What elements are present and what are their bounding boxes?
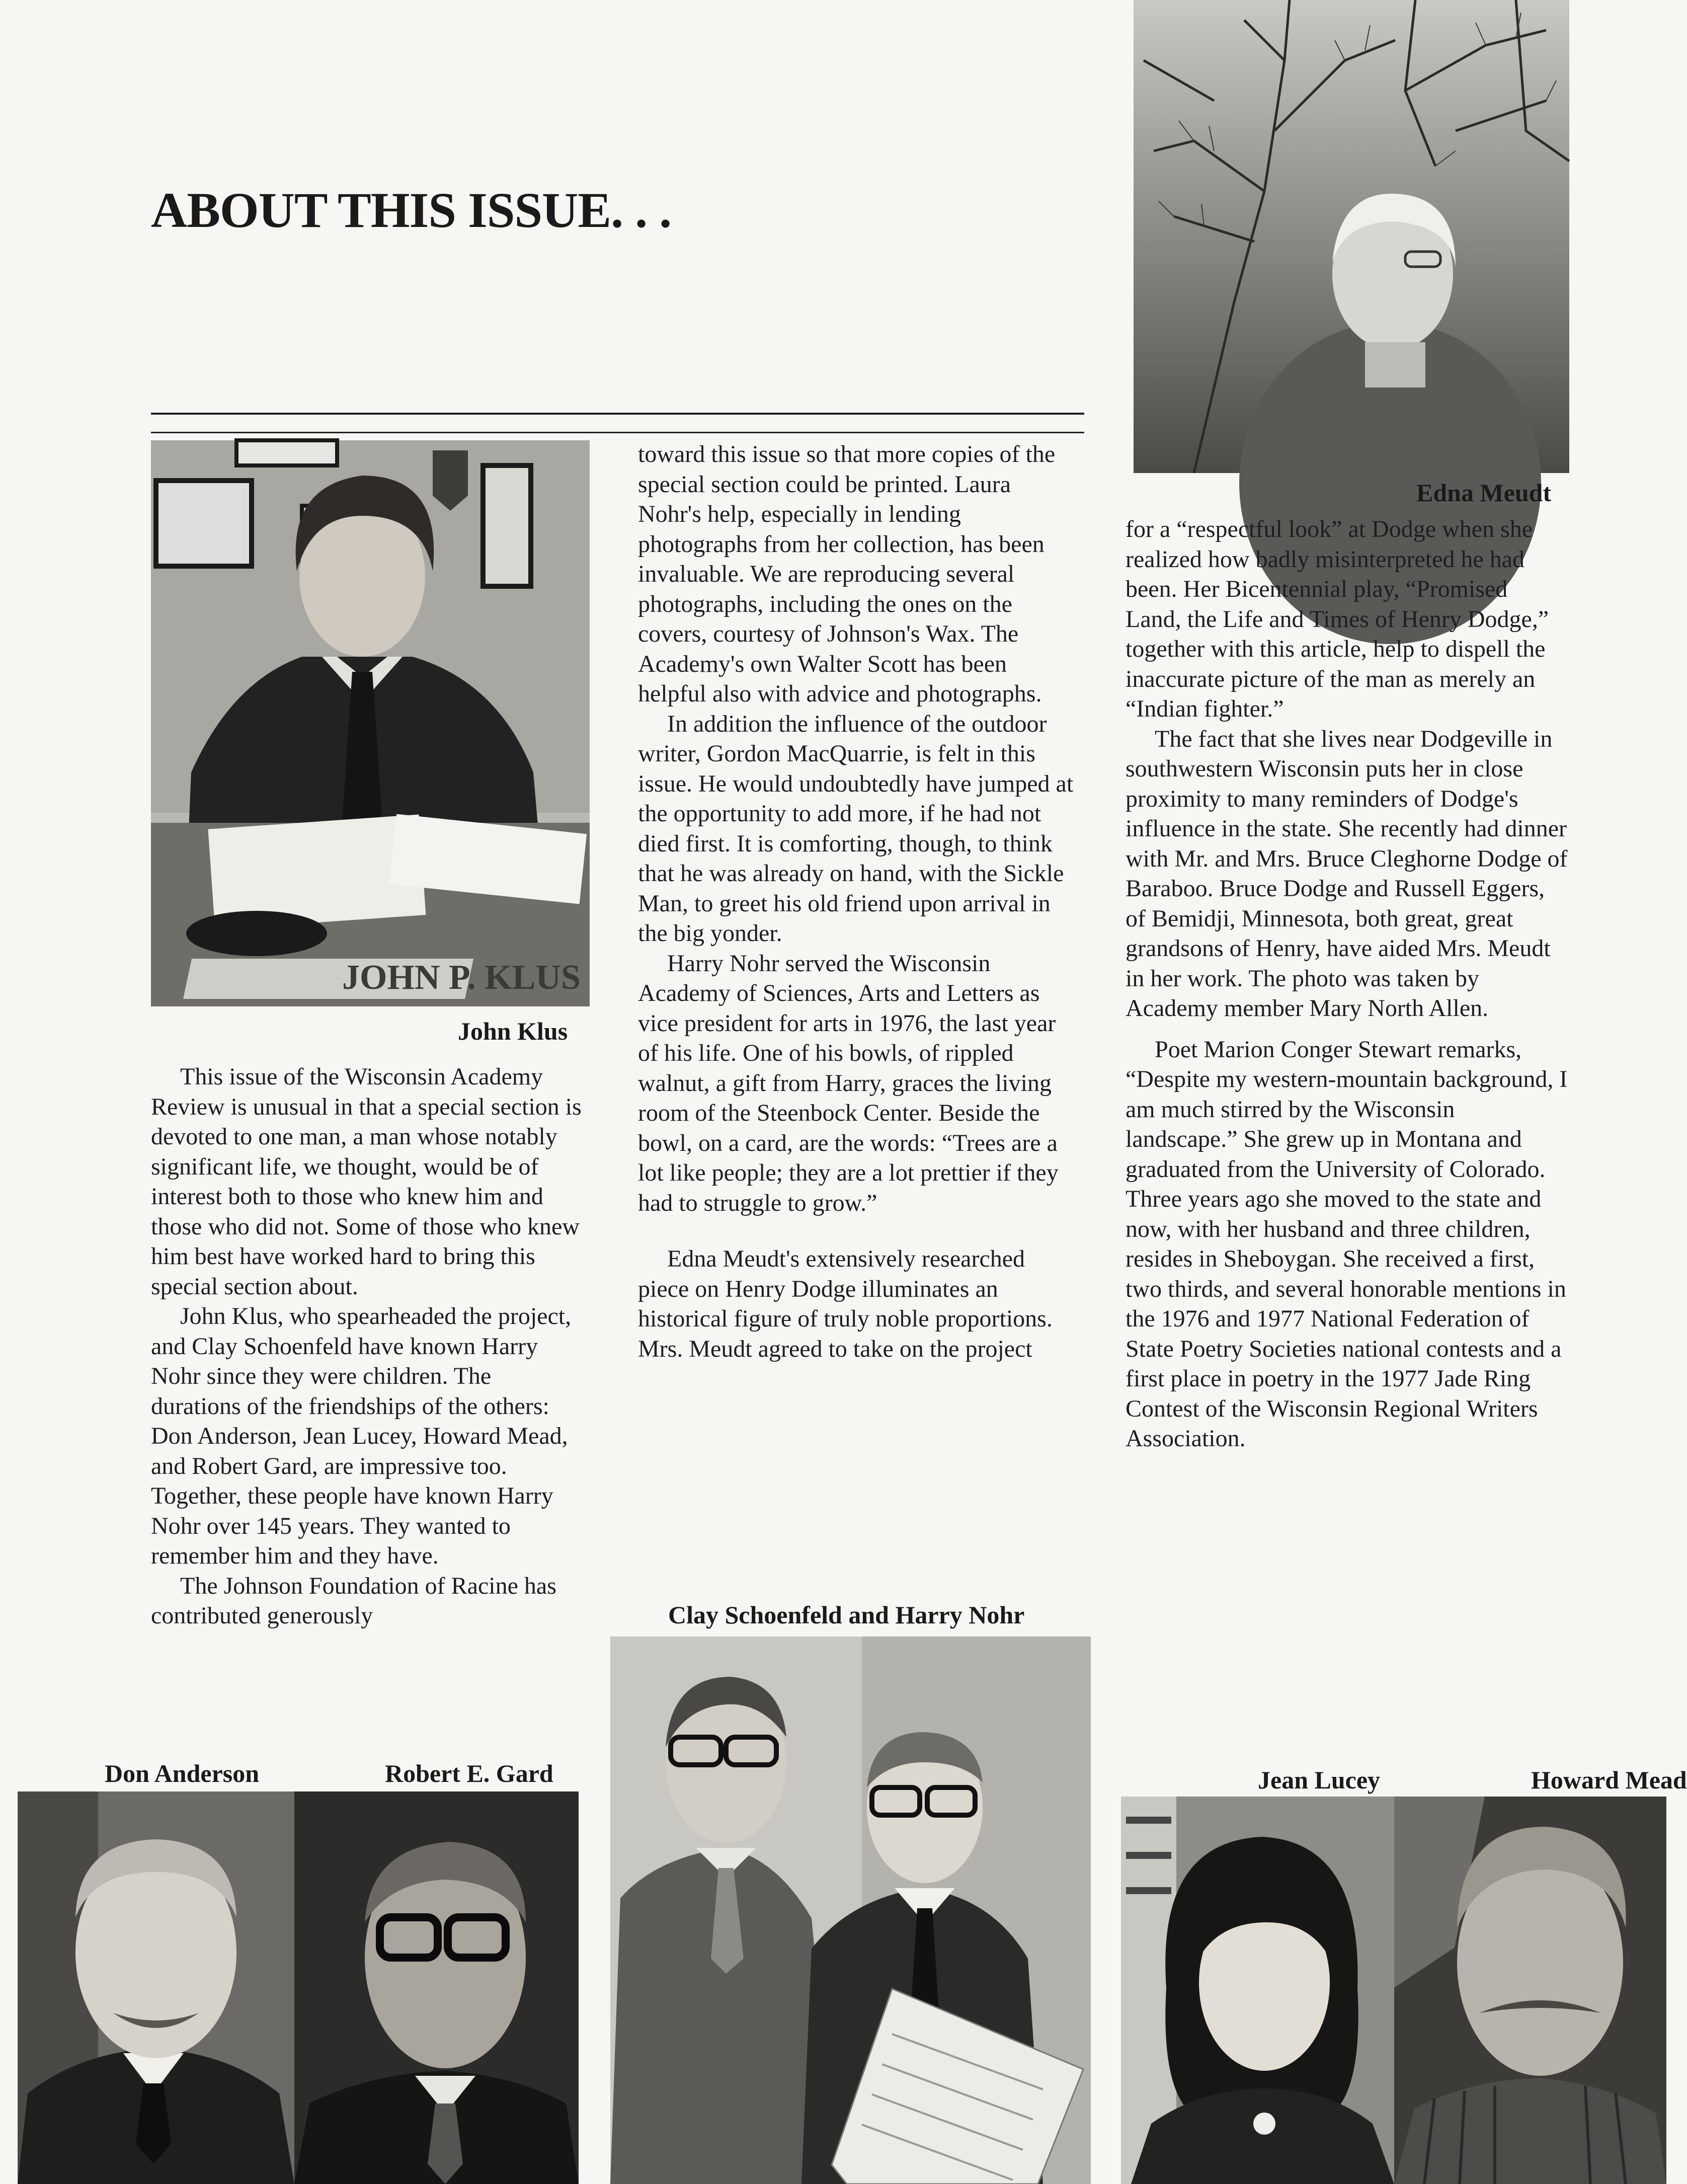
jean-lucey-caption: Jean Lucey: [1258, 1766, 1381, 1794]
left-column: [151, 1062, 584, 1631]
jean-lucey-photo: [1121, 1797, 1394, 2184]
middle-column: [638, 439, 1076, 1364]
right-paragraph: for a “respectful look” at Dodge when she realized how badly misinterpreted he had been. Her Bicentennial play, “Promised Land, the Life and Times of Henry Dodge,” together with this article, help to dispell the inaccurate picture of the man as merely an “Indian fighter.”: [1126, 516, 1549, 722]
middle-paragraph: toward this issue so that more copies of the special section could be printed. Laura Nohr's help, especially in lending photographs from her collection, has been invaluable. We are reproducing several photographs, including the ones on the covers, courtesy of Johnson's Wax. The Academy's own Walter Scott has been helpful also with advice and photographs.: [638, 441, 1056, 707]
howard-mead-photo: [1394, 1797, 1666, 2184]
edna-meudt-photo: [1134, 0, 1569, 473]
edna-meudt-caption: Edna Meudt: [1416, 479, 1552, 507]
left-paragraph: This issue of the Wisconsin Academy Review is unusual in that a special section is devoted to one man, a man whose notably significant life, we thought, would be of interest both to those who knew him and those who did not. Some of those who knew him best have worked hard to bring this special section about.: [151, 1063, 582, 1300]
middle-paragraph: Edna Meudt's extensively researched piece on Henry Dodge illuminates an historical figure of truly noble proportions. Mrs. Meudt agreed to take on the project: [638, 1245, 1053, 1362]
don-anderson-caption: Don Anderson: [105, 1759, 260, 1787]
top-rule-second: [151, 432, 1084, 433]
nameplate-text: JOHN P. KLUS: [342, 958, 581, 997]
john-klus-photo: [151, 440, 590, 1006]
page-title: ABOUT THIS ISSUE. . .: [151, 182, 672, 238]
robert-gard-caption: Robert E. Gard: [385, 1759, 553, 1787]
don-anderson-photo: [18, 1791, 294, 2184]
top-rule: [151, 413, 1084, 415]
left-paragraph: The Johnson Foundation of Racine has contributed generously: [151, 1572, 556, 1629]
right-paragraph: The fact that she lives near Dodgeville in southwestern Wisconsin puts her in close proximity to many reminders of Dodge's influence in the state. She recently had dinner with Mr. and Mrs. Bruce Cleghorne Dodge of Baraboo. Bruce Dodge and Russell Eggers, of Bemidji, Minnesota, both great, great grandsons of Henry, have aided Mrs. Meudt in her work. The photo was taken by Academy member Mary North Allen.: [1126, 725, 1568, 1022]
right-paragraph: Poet Marion Conger Stewart remarks, “Despite my western-mountain background, I am much stirred by the Wisconsin landscape.” She grew up in Montana and graduated from the University of Colorado. Three years ago she moved to the state and now, with her husband and three children, resides in Sheboygan. She received a first, two thirds, and several honorable mentions in the 1976 and 1977 National Federation of State Poetry Societies national contests and a first place in poetry in the 1977 Jade Ring Contest of the Wisconsin Regional Writers Association.: [1126, 1036, 1568, 1452]
right-column: [1126, 514, 1568, 1454]
left-paragraph: John Klus, who spearheaded the project, and Clay Schoenfeld have known Harry Nohr since they were children. The durations of the friendships of the others: Don Anderson, Jean Lucey, Howard Mead, and Robert Gard, are impressive too. Together, these people have known Harry Nohr over 145 years. They wanted to remember him and they have.: [151, 1303, 572, 1569]
middle-paragraph: In addition the influence of the outdoor writer, Gordon MacQuarrie, is felt in this issue. He would undoubtedly have jumped at the opportunity to add more, if he had not died first. It is comforting, though, to think that he was already on hand, with the Sickle Man, to greet his old friend upon arrival in the big yonder.: [638, 710, 1074, 947]
john-klus-caption: John Klus: [458, 1017, 568, 1045]
robert-gard-photo: [294, 1791, 579, 2184]
clay-harry-photo: [610, 1636, 1091, 2184]
middle-paragraph: Harry Nohr served the Wisconsin Academy of Sciences, Arts and Letters as vice president for arts in 1976, the last year of his life. One of his bowls, of rippled walnut, a gift from Harry, graces the living room of the Steenbock Center. Beside the bowl, on a card, are the words: “Trees are a lot like people; they are a lot prettier if they had to struggle to grow.”: [638, 950, 1059, 1216]
howard-mead-caption: Howard Mead: [1531, 1766, 1687, 1794]
clay-harry-caption: Clay Schoenfeld and Harry Nohr: [668, 1601, 1025, 1629]
